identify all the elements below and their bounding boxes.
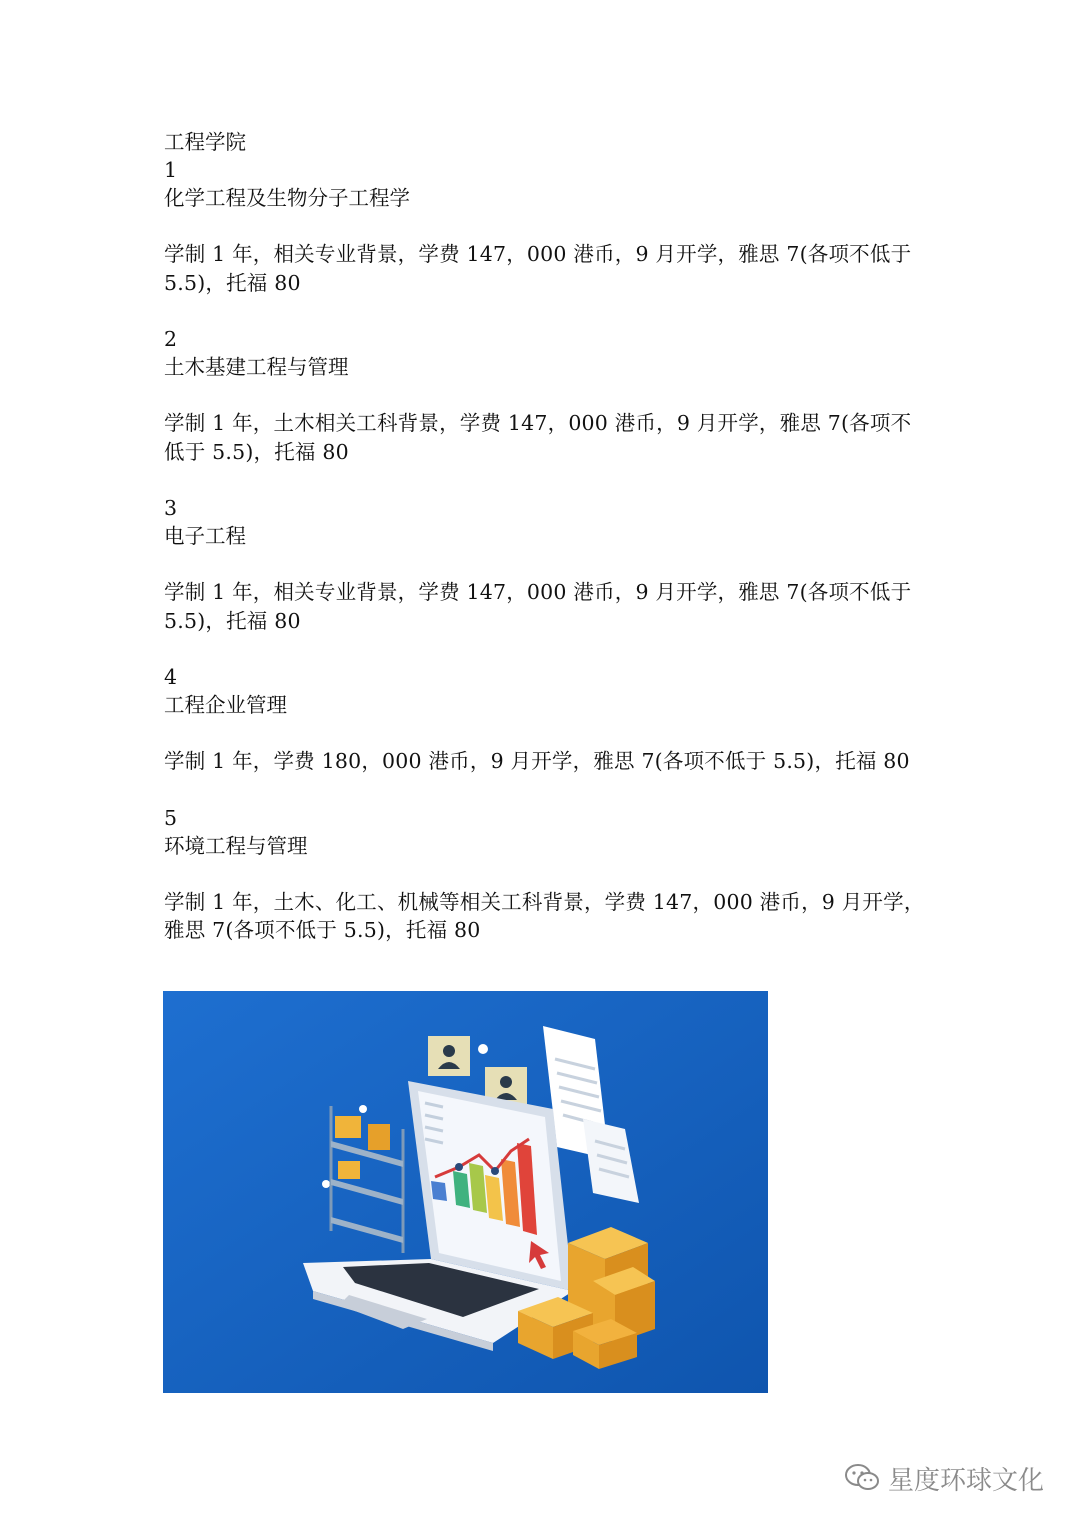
description-line: 5.5)，托福 80 <box>164 270 301 295</box>
description-line: 低于 5.5)，托福 80 <box>164 439 349 464</box>
user-card-icon <box>428 1036 470 1076</box>
program-description <box>164 888 934 945</box>
program-number: 2 <box>164 327 178 351</box>
program-description <box>164 747 934 776</box>
wechat-icon <box>844 1463 880 1493</box>
program-name: 土木基建工程与管理 <box>164 355 349 379</box>
program-number: 5 <box>164 805 178 830</box>
description-line: 5.5)，托福 80 <box>164 608 301 633</box>
program-name: 环境工程与管理 <box>164 833 308 858</box>
program-4 <box>164 663 934 776</box>
program-name: 化学工程及生物分子工程学 <box>164 186 410 210</box>
description-line: 学制 1 年，土木、化工、机械等相关工科背景，学费 147，000 港币，9 月开学， <box>164 889 925 914</box>
description-line: 雅思 7(各项不低于 5.5)，托福 80 <box>164 918 481 942</box>
program-5 <box>164 804 934 945</box>
description-line: 学制 1 年，相关专业背景，学费 147，000 港币，9 月开学，雅思 7(各项不低于 <box>164 580 912 604</box>
description-line: 学制 1 年，土木相关工科背景，学费 147，000 港币，9 月开学，雅思 7(各项不 <box>164 411 912 435</box>
document-body <box>164 128 934 945</box>
laptop-analytics-illustration <box>163 991 768 1393</box>
watermark-text: 星度环球文化 <box>887 1465 1044 1496</box>
program-description <box>164 578 934 635</box>
program-name: 工程企业管理 <box>164 693 287 717</box>
section-title: 工程学院 <box>164 130 246 154</box>
description-line: 学制 1 年，学费 180，000 港币，9 月开学，雅思 7(各项不低于 5.5)，托福 80 <box>164 749 910 773</box>
program-2 <box>164 325 934 466</box>
description-line: 学制 1 年，相关专业背景，学费 147，000 港币，9 月开学，雅思 7(各项不低于 <box>164 242 912 266</box>
program-number: 1 <box>164 158 178 182</box>
program-number: 3 <box>164 496 178 520</box>
program-number: 4 <box>164 665 178 689</box>
program-3 <box>164 494 934 635</box>
program-description <box>164 409 934 466</box>
program-1 <box>164 156 934 297</box>
program-description <box>164 240 934 297</box>
program-name: 电子工程 <box>164 524 246 548</box>
watermark <box>844 1462 1044 1494</box>
